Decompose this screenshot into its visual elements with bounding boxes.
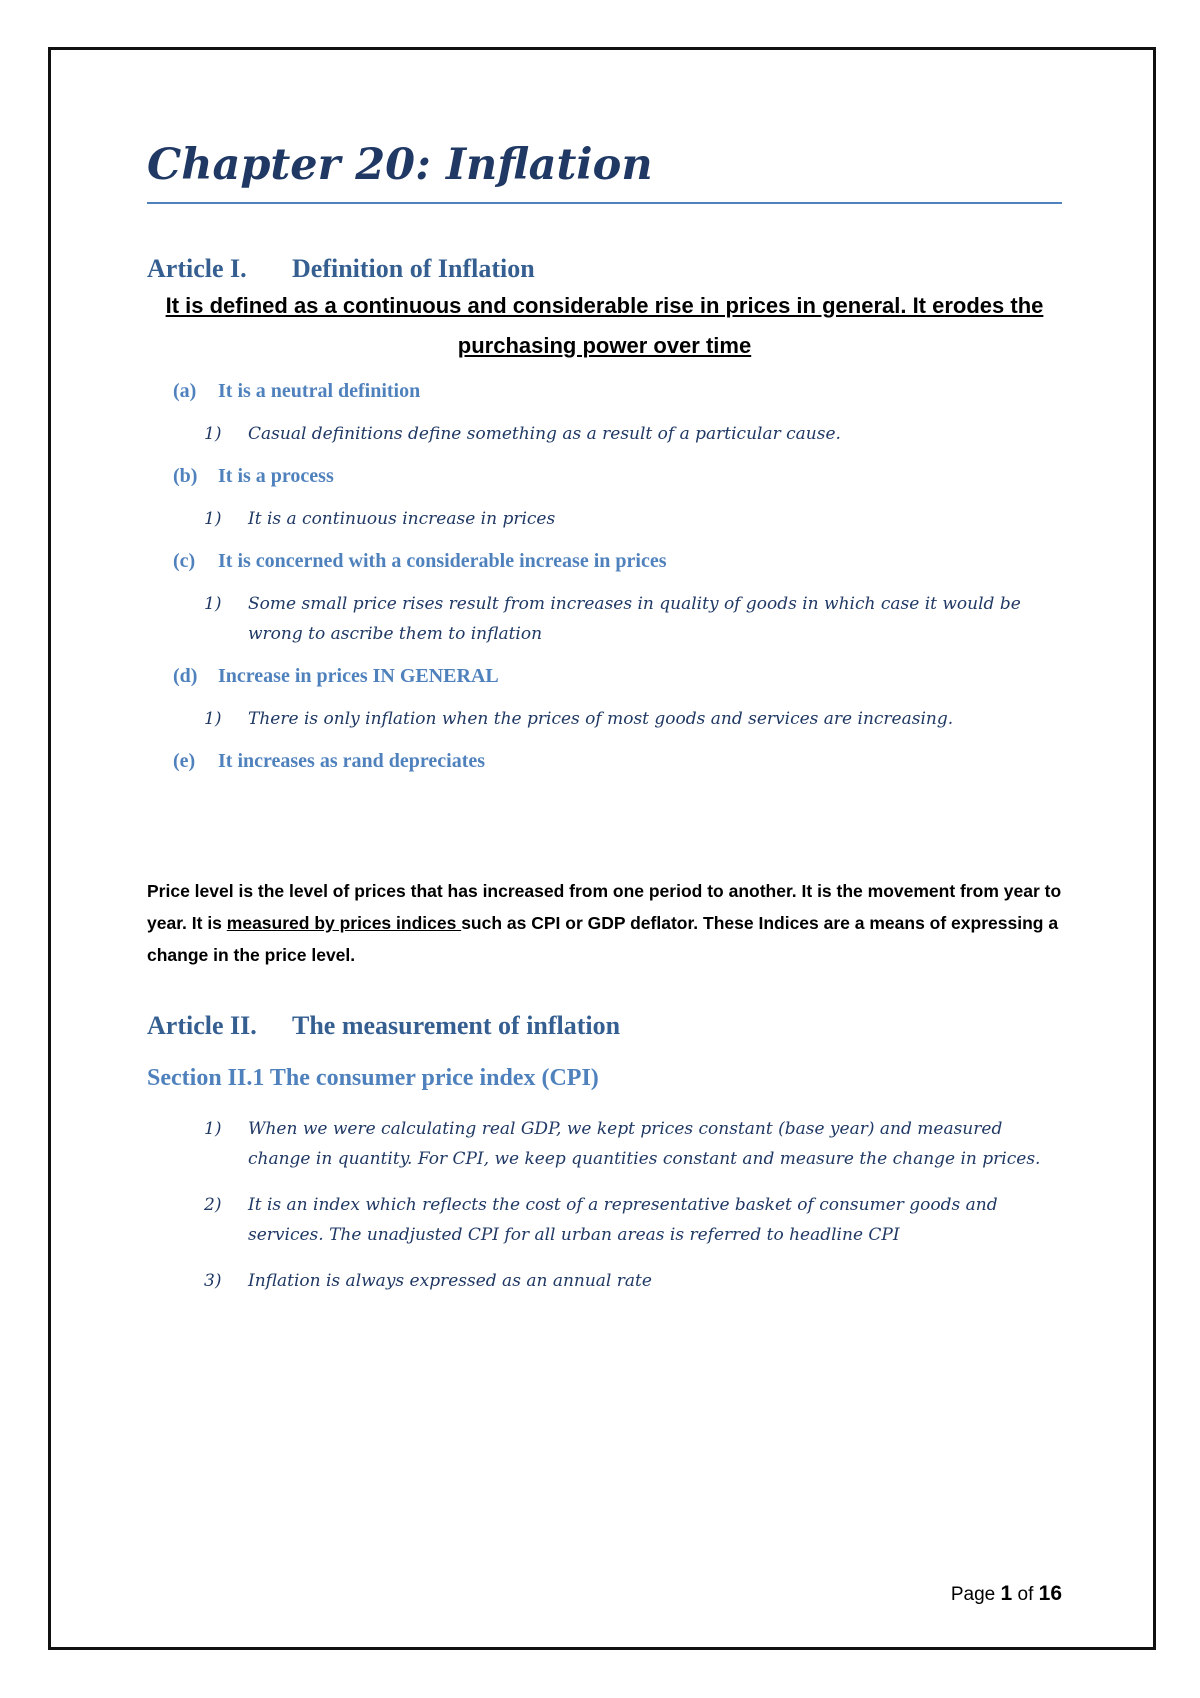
list-item [147, 504, 1062, 534]
list-item [147, 1266, 1062, 1296]
list-item [147, 589, 1062, 649]
subsection-e [147, 750, 1062, 773]
subsection-title: It is a neutral definition [218, 379, 421, 402]
inflation-definition: It is defined as a continuous and considerable rise in prices in general. It erodes the purchasing power over time [165, 292, 1044, 358]
subsection-b [147, 465, 1062, 488]
article-2-heading [147, 1011, 1062, 1041]
paragraph-text-1: Price level is the level of prices that has increased from one period to another. It is the movement from year to year. It is [147, 880, 1062, 933]
list-text: It is an index which reflects the cost of a representative basket of consumer goods and services. The unadjusted CPI for all urban areas is referred to headline CPI [248, 1194, 998, 1245]
subsection-title: It is concerned with a considerable increase in prices [218, 549, 667, 572]
subsection-d [147, 665, 1062, 688]
article-1-number: Article I. [147, 253, 247, 283]
of-label: of [1017, 1584, 1034, 1605]
page-footer [951, 1582, 1062, 1606]
subsection-label: (d) [173, 664, 198, 687]
subsection-c [147, 550, 1062, 573]
subsection-label: (e) [173, 749, 196, 772]
paragraph-text-2: such as CPI or GDP deflator. These Indices are a means of expressing a change in the price level. [147, 912, 1059, 965]
subsection-title: It increases as rand depreciates [218, 749, 486, 772]
page-number: 1 [1000, 1582, 1013, 1605]
list-item [147, 419, 1062, 449]
list-number: 1) [204, 423, 222, 444]
subsection-title: It is a process [218, 464, 334, 487]
subsection-label: (a) [173, 379, 197, 402]
article-1-heading [147, 254, 1062, 284]
list-item [147, 704, 1062, 734]
subsection-label: (c) [173, 549, 196, 572]
list-text: There is only inflation when the prices of most goods and services are increasing. [248, 708, 954, 729]
chapter-title: Chapter 20: Inflation [147, 140, 1062, 204]
subsection-title: Increase in prices IN GENERAL [218, 664, 499, 687]
subsection-label: (b) [173, 464, 198, 487]
list-item [147, 1190, 1062, 1250]
list-text: Casual definitions define something as a result of a particular cause. [248, 423, 841, 444]
section-2-1-heading: Section II.1 The consumer price index (CPI) [147, 1064, 599, 1091]
list-number: 3) [204, 1270, 222, 1291]
list-item [147, 1114, 1062, 1174]
list-text: When we were calculating real GDP, we kept prices constant (base year) and measured change in quantity. For CPI, we keep quantities constant and measure the change in prices. [248, 1118, 1041, 1169]
list-text: It is a continuous increase in prices [248, 508, 556, 529]
page-label: Page [950, 1584, 996, 1605]
list-number: 1) [204, 1118, 222, 1139]
price-level-paragraph [147, 875, 1062, 971]
list-number: 2) [204, 1194, 222, 1215]
total-pages: 16 [1038, 1582, 1062, 1605]
list-text: Inflation is always expressed as an annual rate [248, 1270, 652, 1291]
list-number: 1) [204, 593, 222, 614]
list-number: 1) [204, 708, 222, 729]
article-2-title: The measurement of inflation [292, 1010, 621, 1040]
article-2-number: Article II. [147, 1010, 257, 1040]
document-body [147, 140, 1062, 1296]
paragraph-underlined-text: measured by prices indices [226, 912, 462, 933]
article-1-title: Definition of Inflation [292, 253, 535, 283]
subsection-a [147, 380, 1062, 403]
list-text: Some small price rises result from increases in quality of goods in which case it would be wrong to ascribe them to inflation [248, 593, 1021, 644]
list-number: 1) [204, 508, 222, 529]
